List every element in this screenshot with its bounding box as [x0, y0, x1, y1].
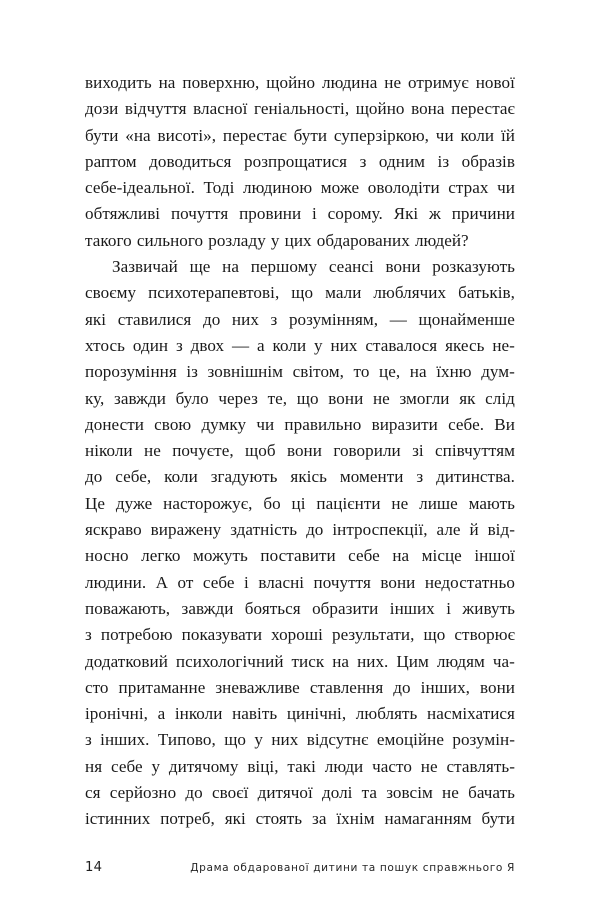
word: ці [291, 493, 306, 513]
word: їй [500, 125, 515, 145]
word: них. [357, 651, 389, 671]
word: них [330, 335, 358, 355]
text-line [85, 543, 515, 569]
word: мали [325, 283, 362, 303]
word: до [185, 783, 203, 803]
word: не [144, 441, 161, 461]
text-line [85, 596, 515, 622]
word: інтроспекції, [332, 520, 428, 540]
page-footer [85, 857, 515, 879]
word: коли [460, 125, 495, 145]
word: зовсім [386, 783, 433, 803]
word: до [202, 309, 221, 329]
word: обдарованих [316, 230, 410, 250]
word: істинних [85, 809, 151, 829]
word: себе, [115, 467, 152, 487]
word: людини. [85, 572, 147, 592]
word: ставлять- [446, 756, 515, 776]
word: у [270, 230, 280, 250]
word: психотерапевтові, [148, 283, 280, 303]
word: до [393, 677, 411, 697]
word: ня [85, 756, 103, 776]
word: себе [110, 756, 143, 776]
word: цинічні, [286, 704, 347, 724]
word: інших, [420, 677, 470, 697]
word: — [232, 335, 250, 355]
word: та [361, 783, 378, 803]
word: «на [125, 125, 151, 145]
word: образити [312, 598, 379, 618]
word: але [436, 520, 461, 540]
word: психологічний [175, 651, 284, 671]
word: носно [85, 546, 129, 566]
word: вона [411, 99, 445, 119]
word: один [132, 335, 169, 355]
word: за [312, 809, 327, 829]
word: виразити [371, 414, 438, 434]
word: через [218, 388, 258, 408]
word: себе-ідеальної. [85, 178, 195, 198]
word: притаманне [118, 677, 206, 697]
word: світом, [292, 362, 344, 382]
word: якесь [445, 335, 485, 355]
word: бачать [468, 783, 515, 803]
word: думку [201, 414, 247, 434]
word: коли [272, 335, 307, 355]
word: власні [258, 572, 305, 592]
word: це, [379, 362, 401, 382]
word: що [291, 283, 314, 303]
word: сильного [136, 230, 204, 250]
text-line [85, 412, 515, 438]
word: і [244, 572, 249, 592]
word: розумін- [452, 730, 515, 750]
word: людина [322, 73, 378, 92]
word: люди [324, 756, 364, 776]
word: бути [481, 809, 515, 829]
word: такого [85, 230, 132, 250]
word: своєму [85, 283, 137, 303]
word: інших [389, 598, 435, 618]
word: перестає [451, 99, 515, 119]
word: їхнім [336, 809, 375, 829]
word: які [224, 809, 246, 829]
word: те, [267, 388, 288, 408]
text-line [85, 307, 515, 333]
word: своєї [211, 783, 249, 803]
word: іронічні, [85, 704, 148, 724]
word: а [257, 335, 265, 355]
word: потребою [100, 625, 173, 645]
word: бути [85, 125, 119, 145]
word: такі [287, 756, 316, 776]
word: хтось [85, 335, 125, 355]
word: бути [293, 125, 328, 145]
word: з [416, 467, 424, 487]
word: поважають, [85, 598, 171, 618]
word: яскраво [85, 520, 142, 540]
word: якісь [290, 467, 327, 487]
body-text-block [85, 70, 515, 833]
text-line [85, 123, 515, 149]
text-line [85, 386, 515, 412]
text-line [85, 464, 515, 490]
word: віці, [247, 756, 279, 776]
word: з [85, 730, 92, 750]
word: розладу [208, 230, 266, 250]
word: ставалося [365, 335, 438, 355]
text-line [85, 70, 515, 96]
word: батьків, [458, 283, 515, 303]
word: часто [372, 756, 412, 776]
word: Це [85, 493, 106, 513]
word: зі [412, 441, 424, 461]
word: які [85, 309, 107, 329]
text-line [85, 780, 515, 806]
word: стоять [255, 809, 303, 829]
word: ся [85, 783, 101, 803]
word: до [306, 520, 324, 540]
word: Тоді [203, 178, 235, 198]
text-line [85, 280, 515, 306]
word: можуть [193, 546, 248, 566]
word: результати, [331, 625, 415, 645]
text-line [85, 675, 515, 701]
word: на [392, 546, 410, 566]
word: пацієнти [316, 493, 381, 513]
text-line [85, 96, 515, 122]
word: чи [435, 125, 454, 145]
text-line [85, 570, 515, 596]
word: виражену [150, 520, 222, 540]
word: вони [286, 441, 322, 461]
word: оволодіти [367, 178, 440, 198]
word: коли [164, 467, 198, 487]
word: зневажливе [215, 677, 300, 697]
word: ча- [492, 651, 515, 671]
word: поверхню, [182, 73, 260, 92]
word: Цим [396, 651, 429, 671]
running-title: Драма обдарованої дитини та пошук справжнього Я [190, 861, 515, 874]
word: не [420, 756, 438, 776]
word: людиною [243, 178, 313, 198]
word: від- [487, 520, 515, 540]
word: сеансі [328, 257, 374, 277]
word: говорили [333, 441, 401, 461]
word: нової [475, 73, 515, 92]
word: щоб [245, 441, 276, 461]
word: дум- [481, 362, 515, 382]
word: співчуттям [435, 441, 515, 461]
word: щойно [266, 73, 316, 92]
word: на [158, 73, 176, 92]
text-line [85, 806, 515, 832]
paragraph [85, 254, 515, 833]
word: зовнішнім [207, 362, 284, 382]
text-line [85, 727, 515, 753]
word: образів [461, 151, 515, 171]
word: висоті», [157, 125, 217, 145]
word: ніколи [85, 441, 133, 461]
word: здатність [230, 520, 298, 540]
word: місце [421, 546, 462, 566]
word: відсутнє [306, 730, 369, 750]
word: інших. [100, 730, 150, 750]
text-line [85, 201, 515, 227]
word: вони [380, 572, 416, 592]
word: із [437, 151, 450, 171]
word: насторожує, [163, 493, 253, 513]
word: у [151, 756, 161, 776]
text-line [85, 228, 515, 254]
word: що [296, 388, 319, 408]
word: сорому. [327, 204, 383, 224]
word: них [231, 309, 259, 329]
word: отримує [408, 73, 469, 92]
word: дитячої [257, 783, 313, 803]
word: провини [239, 204, 302, 224]
word: у [314, 335, 323, 355]
word: недостатньо [424, 572, 515, 592]
word: дитинства. [436, 467, 515, 487]
word: їхню [436, 362, 472, 382]
word: щойно [355, 99, 405, 119]
word: до [85, 467, 103, 487]
word: легко [141, 546, 181, 566]
word: себе. [448, 414, 485, 434]
word: моменти [339, 467, 404, 487]
word: них [271, 730, 299, 750]
text-line [85, 438, 515, 464]
word: у [254, 730, 263, 750]
word: Ви [494, 414, 515, 434]
word: створює [454, 625, 515, 645]
word: чи [497, 178, 515, 198]
word: перестає [222, 125, 287, 145]
word: не [384, 73, 402, 92]
word: що [423, 625, 446, 645]
word: себе [348, 546, 380, 566]
word: дуже [115, 493, 153, 513]
text-line [85, 649, 515, 675]
word: було [175, 388, 209, 408]
word: ставилися [117, 309, 192, 329]
word: й [469, 520, 479, 540]
text-line [85, 254, 515, 280]
word: ставлення [309, 677, 384, 697]
word: А [155, 572, 169, 592]
word: двох [190, 335, 225, 355]
word: суперзіркою, [333, 125, 429, 145]
word: з [359, 151, 367, 171]
word: вони [385, 257, 421, 277]
word: страх [448, 178, 489, 198]
word: насміхатися [427, 704, 515, 724]
word: а [157, 704, 166, 724]
text-line [85, 175, 515, 201]
page-number: 14 [85, 860, 103, 876]
word: Типово, [157, 730, 216, 750]
word: чи [256, 414, 275, 434]
text-line [85, 622, 515, 648]
word: цих [284, 230, 312, 250]
word: може [320, 178, 360, 198]
paragraph [85, 70, 515, 254]
word: одним [378, 151, 426, 171]
word: почуття [313, 572, 371, 592]
word: розпрощатися [244, 151, 348, 171]
word: мають [468, 493, 515, 513]
word: емоційне [376, 730, 444, 750]
word: поставити [260, 546, 336, 566]
word: тиск [291, 651, 325, 671]
word: серйозно [109, 783, 177, 803]
word: долі [321, 783, 353, 803]
word: вони [480, 677, 515, 697]
word: люблять [355, 704, 418, 724]
word: відчуття [124, 99, 187, 119]
word: не- [492, 335, 515, 355]
word: почуєте, [172, 441, 234, 461]
word: дози [85, 99, 119, 119]
word: власної [193, 99, 248, 119]
word: іншої [474, 546, 515, 566]
word: завжди [181, 598, 234, 618]
word: почуття [170, 204, 229, 224]
word: потреб, [160, 809, 215, 829]
text-line [85, 754, 515, 780]
word: розказують [432, 257, 515, 277]
word: не [372, 388, 390, 408]
word: геніальності, [253, 99, 350, 119]
word: донести [85, 414, 144, 434]
word: люблячих [373, 283, 447, 303]
word: бо [263, 493, 281, 513]
word: лише [419, 493, 458, 513]
word: ку, [85, 388, 105, 408]
word: правильно [284, 414, 362, 434]
word: то [353, 362, 370, 382]
text-line [85, 701, 515, 727]
word: як [459, 388, 476, 408]
word: ще [189, 257, 211, 277]
word: вони [328, 388, 364, 408]
word: першому [250, 257, 318, 277]
word: раптом [85, 151, 137, 171]
word: свою [154, 414, 192, 434]
text-line [85, 491, 515, 517]
word: дитячому [168, 756, 239, 776]
word: — [389, 309, 407, 329]
word: от [177, 572, 194, 592]
word: не [391, 493, 409, 513]
word: і [446, 598, 451, 618]
word: інколи [174, 704, 223, 724]
word: Які [393, 204, 419, 224]
word: з [85, 625, 92, 645]
text-line [85, 359, 515, 385]
word: людей? [414, 230, 469, 250]
word: з [175, 335, 183, 355]
word: завжди [114, 388, 166, 408]
word: ж [429, 204, 441, 224]
word: змогли [399, 388, 450, 408]
word: що [224, 730, 247, 750]
word: сто [85, 677, 109, 697]
word: обтяжливі [85, 204, 161, 224]
word: намаганням [384, 809, 472, 829]
word: слід [485, 388, 515, 408]
word: на [332, 651, 350, 671]
word: хороші [271, 625, 323, 645]
word: з [270, 309, 278, 329]
word: виходить [85, 73, 152, 92]
word: із [186, 362, 198, 382]
text-line [85, 517, 515, 543]
word: Зазвичай [112, 257, 178, 277]
word: розумінням, [288, 309, 379, 329]
word: на [409, 362, 427, 382]
word: людям [436, 651, 485, 671]
word: себе [202, 572, 235, 592]
word: порозуміння [85, 362, 177, 382]
word: не [442, 783, 459, 803]
word: згадують [210, 467, 278, 487]
text-line [85, 149, 515, 175]
word: бояться [244, 598, 301, 618]
word: і [312, 204, 317, 224]
word: додатковий [85, 651, 168, 671]
word: доводиться [149, 151, 232, 171]
word: причини [451, 204, 515, 224]
text-line [85, 333, 515, 359]
word: щонайменше [418, 309, 515, 329]
word: живуть [462, 598, 515, 618]
word: навіть [232, 704, 278, 724]
word: на [222, 257, 239, 277]
word: показувати [181, 625, 263, 645]
